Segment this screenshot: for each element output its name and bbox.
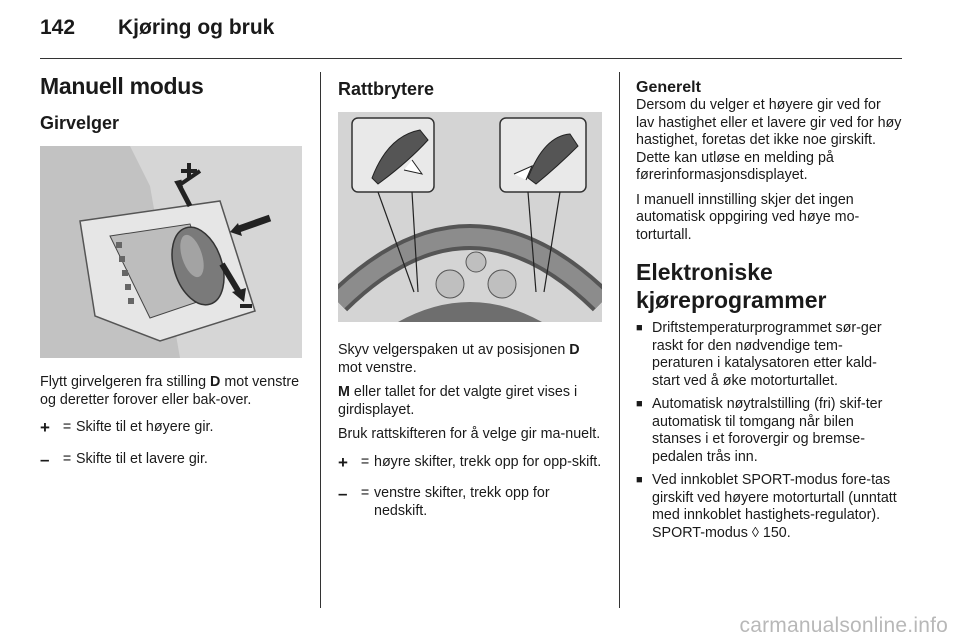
page-number: 142 bbox=[40, 16, 76, 39]
list-item: ■ Automatisk nøytralstilling (fri) skif-ter automatisk til tomgang når bilen stanses i et forovergir og bremse-pedalen trås inn. bbox=[636, 396, 883, 465]
gear-selector-illustration bbox=[40, 146, 302, 358]
plus-icon: + bbox=[338, 452, 348, 472]
paddle-shifter-illustration bbox=[338, 112, 602, 322]
plus-icon: + bbox=[40, 418, 50, 437]
list-item: ■ Driftstemperaturprogrammet sør-ger raskt for den nødvendige tem-peraturen i katalysatoren etter kald-start ved å øke motorturtallet. bbox=[636, 320, 882, 389]
section-title: Rattbrytere bbox=[338, 79, 435, 99]
instruction-text: Flytt girvelgeren fra stilling D mot venstre og deretter forover eller bak-over. bbox=[40, 374, 300, 408]
bullet-icon: ■ bbox=[636, 398, 643, 410]
column-general bbox=[636, 72, 902, 548]
header-divider bbox=[40, 58, 902, 59]
column-divider bbox=[320, 72, 321, 608]
minus-icon: – bbox=[338, 484, 348, 503]
program-list bbox=[636, 320, 902, 542]
general-text: Dersom du velger et høyere gir ved for lav hastighet eller et lavere gir ved for høy hastighet, foretas det ikke noe girskift. Dette kan utløse en melding på førerinformasjonsdisplayet. bbox=[636, 97, 902, 183]
definition-downshift: – = Skifte til et lavere gir. bbox=[40, 449, 208, 469]
page-header bbox=[40, 16, 274, 46]
display-text: M eller tallet for det valgte giret vises i girdisplayet. bbox=[338, 384, 578, 418]
section-title: Manuell modus bbox=[40, 73, 204, 99]
definition-upshift: + = Skifte til et høyere gir. bbox=[40, 418, 214, 437]
column-divider bbox=[619, 72, 620, 608]
list-item: ■ Ved innkoblet SPORT-modus fore-tas girskift ved høyere motorturtall (unntatt med innkoblet hastighets-regulator). SPORT-modus ◊ 150. bbox=[636, 472, 897, 541]
bullet-icon: ■ bbox=[636, 474, 643, 486]
definition-right-paddle: + = høyre skifter, trekk opp for opp-skift. bbox=[338, 452, 602, 472]
usage-text: Bruk rattskifteren for å velge gir ma-nuelt. bbox=[338, 426, 601, 442]
bullet-icon: ■ bbox=[636, 322, 643, 334]
minus-icon: – bbox=[40, 449, 50, 469]
section-title: Generelt bbox=[636, 79, 701, 96]
watermark: carmanualsonline.info bbox=[739, 614, 948, 637]
column-manual-mode bbox=[40, 72, 302, 482]
section-title-electronic-programs: Elektroniske kjøreprogrammer bbox=[636, 259, 827, 313]
subsection-title: Girvelger bbox=[40, 113, 120, 133]
column-paddle-shifters bbox=[338, 72, 602, 534]
chapter-title: Kjøring og bruk bbox=[118, 16, 275, 39]
general-text-2: I manuell innstilling skjer det ingen automatisk oppgiring ved høye mo-torturtall. bbox=[636, 191, 860, 243]
definition-left-paddle: – = venstre skifter, trekk opp for nedskift. bbox=[338, 484, 550, 519]
instruction-text: Skyv velgerspaken ut av posisjonen D mot venstre. bbox=[338, 342, 580, 376]
